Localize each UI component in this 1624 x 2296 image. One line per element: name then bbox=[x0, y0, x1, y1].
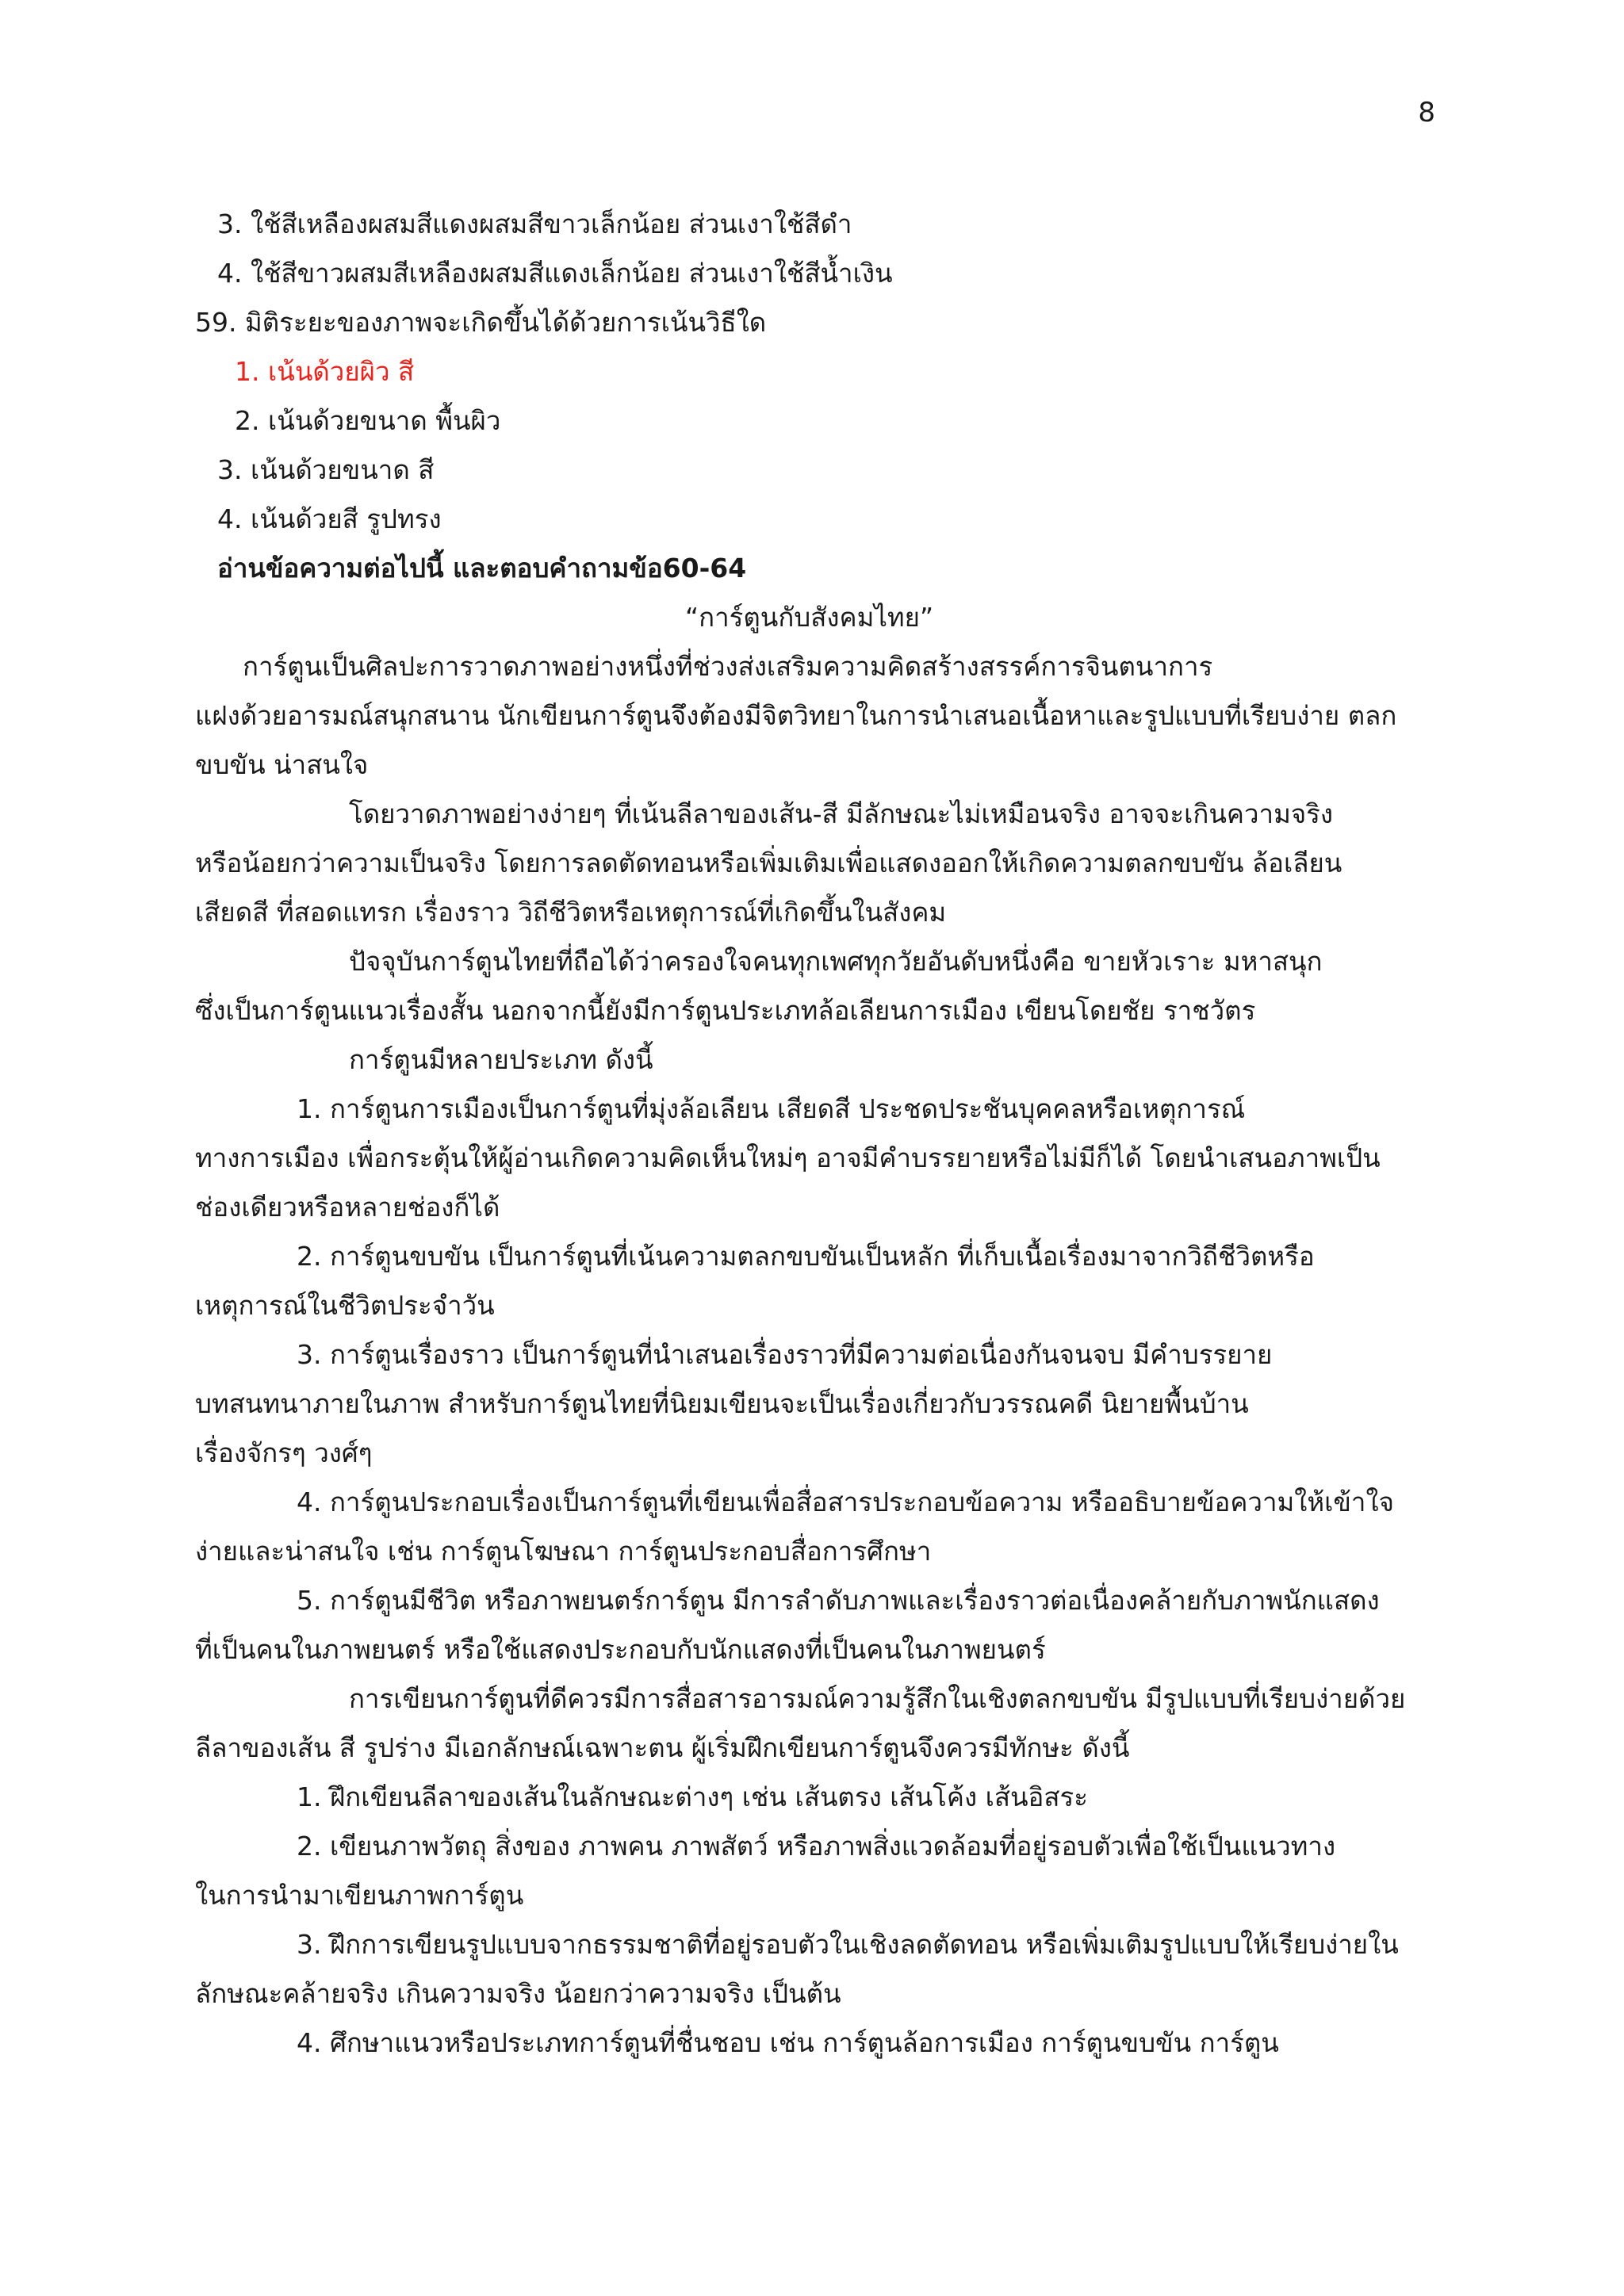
text-line-p3-l1: ปัจจุบันการ์ตูนไทยที่ถือได้ว่าครองใจคนทุกเพศทุกวัยอันดับหนึ่งคือ ขายหัวเราะ มหาสนุก bbox=[349, 946, 1323, 977]
text-line-t1-l2: ทางการเมือง เพื่อกระตุ้นให้ผู้อ่านเกิดความคิดเห็นใหม่ๆ อาจมีคำบรรยายหรือไม่มีก็ได้ โดยนำเสนอภาพเป็น bbox=[195, 1142, 1381, 1173]
text-line-t2-l2: เหตุการณ์ในชีวิตประจำวัน bbox=[195, 1290, 495, 1321]
text-line-t4-l2: ง่ายและน่าสนใจ เช่น การ์ตูนโฆษณา การ์ตูนประกอบสื่อการศึกษา bbox=[195, 1536, 932, 1567]
text-line-s4-l1: 4. ศึกษาแนวหรือประเภทการ์ตูนที่ชื่นชอบ เช่น การ์ตูนล้อการเมือง การ์ตูนขบขัน การ์ตูน bbox=[297, 2027, 1279, 2058]
text-line-t1-l3: ช่องเดียวหรือหลายช่องก็ได้ bbox=[195, 1192, 500, 1223]
text-line-q58-opt3: 3. ใช้สีเหลืองผสมสีแดงผสมสีขาวเล็กน้อย ส่วนเงาใช้สีดำ bbox=[217, 209, 852, 239]
text-line-s3-l2: ลักษณะคล้ายจริง เกินความจริง น้อยกว่าความจริง เป็นต้น bbox=[195, 1978, 841, 2009]
text-line-q59-question: 59. มิติระยะของภาพจะเกิดขึ้นได้ด้วยการเน้นวิธีใด bbox=[195, 307, 767, 338]
text-line-t3-l2: บทสนทนาภายในภาพ สำหรับการ์ตูนไทยที่นิยมเขียนจะเป็นเรื่องเกี่ยวกับวรรณคดี นิยายพื้นบ้าน bbox=[195, 1388, 1249, 1419]
text-line-t5-l2: ที่เป็นคนในภาพยนตร์ หรือใช้แสดงประกอบกับนักแสดงที่เป็นคนในภาพยนตร์ bbox=[195, 1634, 1046, 1665]
text-line-s3-l1: 3. ฝึกการเขียนรูปแบบจากธรรมชาติที่อยู่รอบตัวในเชิงลดตัดทอน หรือเพิ่มเติมรูปแบบให้เรียบง่ายใน bbox=[297, 1929, 1399, 1960]
text-line-p4-l1: การ์ตูนมีหลายประเภท ดังนี้ bbox=[349, 1044, 653, 1075]
text-line-q59-opt2: 2. เน้นด้วยขนาด พื้นผิว bbox=[235, 405, 501, 436]
text-line-t4-l1: 4. การ์ตูนประกอบเรื่องเป็นการ์ตูนที่เขียนเพื่อสื่อสารประกอบข้อความ หรืออธิบายข้อความให้เข้าใจ bbox=[297, 1487, 1394, 1517]
text-line-p2-l3: เสียดสี ที่สอดแทรก เรื่องราว วิถีชีวิตหรือเหตุการณ์ที่เกิดขึ้นในสังคม bbox=[195, 897, 947, 928]
text-line-s2-l1: 2. เขียนภาพวัตถุ สิ่งของ ภาพคน ภาพสัตว์ หรือภาพสิ่งแวดล้อมที่อยู่รอบตัวเพื่อใช้เป็นแนวทาง bbox=[297, 1831, 1336, 1862]
document-body bbox=[195, 200, 1432, 2068]
text-line-p2-l2: หรือน้อยกว่าความเป็นจริง โดยการลดตัดทอนหรือเพิ่มเติมเพื่อแสดงออกให้เกิดความตลกขบขัน ล้อเลียน bbox=[195, 848, 1342, 878]
text-line-p5-l1: การเขียนการ์ตูนที่ดีควรมีการสื่อสารอารมณ์ความรู้สึกในเชิงตลกขบขัน มีรูปแบบที่เรียบง่ายด้วย bbox=[349, 1683, 1406, 1714]
text-line-instruction: อ่านข้อความต่อไปนี้ และตอบคำถามข้อ60-64 bbox=[217, 553, 747, 584]
text-line-p2-l1: โดยวาดภาพอย่างง่ายๆ ที่เน้นลีลาของเส้น-สี มีลักษณะไม่เหมือนจริง อาจจะเกินความจริง bbox=[349, 798, 1333, 829]
text-line-s1-l1: 1. ฝึกเขียนลีลาของเส้นในลักษณะต่างๆ เช่น เส้นตรง เส้นโค้ง เส้นอิสระ bbox=[297, 1781, 1088, 1812]
text-line-t2-l1: 2. การ์ตูนขบขัน เป็นการ์ตูนที่เน้นความตลกขบขันเป็นหลัก ที่เก็บเนื้อเรื่องมาจากวิถีชีวิตหรือ bbox=[297, 1241, 1315, 1272]
text-line-passage-title: “การ์ตูนกับสังคมไทย” bbox=[685, 602, 934, 633]
text-line-s2-l2: ในการนำมาเขียนภาพการ์ตูน bbox=[195, 1880, 524, 1911]
text-line-t5-l1: 5. การ์ตูนมีชีวิต หรือภาพยนตร์การ์ตูน มีการลำดับภาพและเรื่องราวต่อเนื่องคล้ายกับภาพนักแสดง bbox=[297, 1585, 1380, 1616]
text-line-q59-opt1: 1. เน้นด้วยผิว สี bbox=[235, 356, 415, 387]
text-line-q59-opt4: 4. เน้นด้วยสี รูปทรง bbox=[217, 503, 442, 534]
text-line-q59-opt3: 3. เน้นด้วยขนาด สี bbox=[217, 454, 435, 485]
text-line-p1-l3: ขบขัน น่าสนใจ bbox=[195, 749, 369, 780]
page-number: 8 bbox=[1418, 97, 1435, 128]
text-line-p5-l2: ลีลาของเส้น สี รูปร่าง มีเอกลักษณ์เฉพาะตน ผู้เริ่มฝึกเขียนการ์ตูนจึงควรมีทักษะ ดังนี้ bbox=[195, 1732, 1130, 1763]
text-line-p1-l2: แฝงด้วยอารมณ์สนุกสนาน นักเขียนการ์ตูนจึงต้องมีจิตวิทยาในการนำเสนอเนื้อหาและรูปแบบที่เรียบง่าย ตลก bbox=[195, 700, 1397, 731]
text-line-p3-l2: ซึ่งเป็นการ์ตูนแนวเรื่องสั้น นอกจากนี้ยังมีการ์ตูนประเภทล้อเลียนการเมือง เขียนโดยชัย ราชวัตร bbox=[195, 995, 1256, 1026]
text-line-t1-l1: 1. การ์ตูนการเมืองเป็นการ์ตูนที่มุ่งล้อเลียน เสียดสี ประชดประชันบุคคลหรือเหตุการณ์ bbox=[297, 1093, 1246, 1124]
text-line-t3-l1: 3. การ์ตูนเรื่องราว เป็นการ์ตูนที่นำเสนอเรื่องราวที่มีความต่อเนื่องกันจนจบ มีคำบรรยาย bbox=[297, 1339, 1273, 1370]
text-line-p1-l1: การ์ตูนเป็นศิลปะการวาดภาพอย่างหนึ่งที่ช่วงส่งเสริมความคิดสร้างสรรค์การจินตนาการ bbox=[243, 651, 1213, 682]
text-line-t3-l3: เรื่องจักรๆ วงศ์ๆ bbox=[195, 1437, 373, 1468]
text-line-q58-opt4: 4. ใช้สีขาวผสมสีเหลืองผสมสีแดงเล็กน้อย ส่วนเงาใช้สีน้ำเงิน bbox=[217, 258, 893, 289]
